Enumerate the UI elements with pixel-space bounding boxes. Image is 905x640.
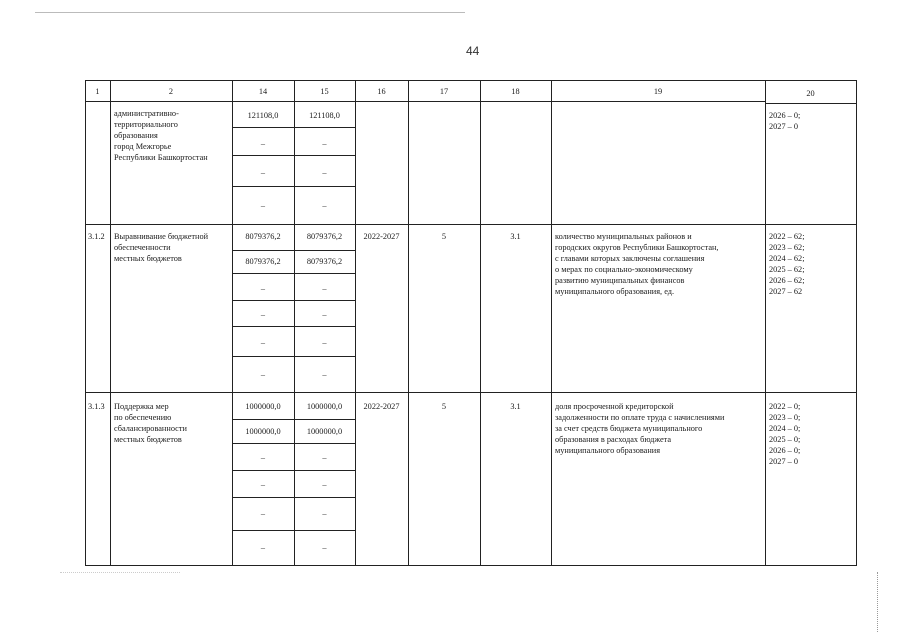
row-c-col14-value: 1000000,0 — [245, 427, 281, 436]
subrow-line — [232, 300, 355, 301]
header-cell: 14 — [258, 87, 268, 96]
row-a-col14-value: – — [260, 201, 266, 210]
header-bottom-line — [85, 101, 766, 102]
row-b-indicator: количество муниципальных районов и городских округов Республики Башкортостан, с главами которых заключены соглашения о мерах по социально-экономическому развитию муниципальных финансов муниципального образования, ед. — [555, 232, 719, 296]
header-cell: 16 — [377, 87, 386, 96]
row-a-col15-value: – — [322, 139, 327, 148]
header-cell: 19 — [653, 87, 663, 96]
row-c-col14-value: – — [260, 453, 266, 462]
row-b-col14-value: – — [260, 338, 266, 347]
row-c-period: 2022-2027 — [363, 402, 400, 411]
row-a-targets: 2026 – 0; 2027 – 0 — [769, 111, 801, 131]
row-separator — [85, 224, 857, 225]
col-divider — [294, 80, 295, 566]
row-c-col15-value: – — [322, 509, 327, 518]
subrow-line — [232, 356, 355, 357]
header-cell: 18 — [511, 87, 520, 96]
row-a-col15-value: – — [322, 168, 327, 177]
subrow-line — [232, 186, 355, 187]
row-b-col18: 3.1 — [510, 232, 521, 241]
scan-artifact — [60, 572, 180, 573]
row-c-col15-value: 1000000,0 — [306, 427, 343, 436]
row-b-period: 2022-2027 — [363, 232, 400, 241]
subrow-line — [232, 250, 355, 251]
header-cell: 20 — [806, 89, 815, 98]
row-b-col15-value: – — [322, 310, 327, 319]
scan-artifact — [877, 572, 879, 632]
row-c-col15-value: – — [322, 453, 327, 462]
row-c-col14-value: 1000000,0 — [245, 402, 281, 411]
col-divider — [480, 80, 481, 566]
subrow-line — [232, 443, 355, 444]
row-c-number: 3.1.3 — [88, 402, 105, 411]
row-c-indicator: доля просроченной кредиторской задолженности по оплате труда с начислениями за счет средств бюджета муниципального образования в расходах бюджета муниципального образования — [555, 402, 725, 455]
row-c-col17: 5 — [441, 402, 447, 411]
subrow-line — [232, 326, 355, 327]
row-c-col14-value: – — [260, 509, 266, 518]
table-border-left — [85, 80, 86, 566]
page-number: 44 — [466, 44, 480, 58]
row-b-number: 3.1.2 — [88, 232, 105, 241]
row-a-col14-value: 121108,0 — [247, 111, 279, 120]
subrow-line — [232, 127, 355, 128]
subrow-line — [232, 155, 355, 156]
header-bottom-line — [765, 103, 857, 104]
row-c-col15-value: – — [322, 480, 327, 489]
row-c-description: Поддержка мер по обеспечению сбалансированности местных бюджетов — [114, 402, 187, 444]
row-separator — [85, 392, 857, 393]
subrow-line — [232, 530, 355, 531]
row-c-col14-value: – — [260, 543, 266, 552]
row-b-col14-value: 8079376,2 — [245, 257, 281, 266]
col-divider — [355, 80, 356, 566]
col-divider — [110, 80, 111, 566]
row-b-description: Выравнивание бюджетной обеспеченности местных бюджетов — [114, 232, 209, 263]
header-rule — [35, 12, 465, 13]
header-cell: 2 — [168, 87, 174, 96]
header-cell: 17 — [439, 87, 449, 96]
row-b-col17: 5 — [441, 232, 447, 241]
subrow-line — [232, 273, 355, 274]
row-c-col18: 3.1 — [510, 402, 521, 411]
row-b-col14-value: 8079376,2 — [245, 232, 281, 241]
subrow-line — [232, 497, 355, 498]
col-divider — [232, 80, 233, 566]
row-c-col14-value: – — [260, 480, 266, 489]
row-c-col15-value: – — [322, 543, 327, 552]
row-a-description: административно- территориального образования город Межгорье Республики Башкортостан — [114, 109, 208, 162]
row-b-targets: 2022 – 62; 2023 – 62; 2024 – 62; 2025 – 62; 2026 – 62; 2027 – 62 — [769, 232, 805, 296]
header-cell: 15 — [320, 87, 329, 96]
row-c-targets: 2022 – 0; 2023 – 0; 2024 – 0; 2025 – 0; 2026 – 0; 2027 – 0 — [769, 402, 801, 466]
table-border-right — [856, 80, 857, 566]
row-a-col15-value: 121108,0 — [309, 111, 340, 120]
table-border-bottom — [85, 565, 857, 566]
row-a-col14-value: – — [260, 139, 266, 148]
subrow-line — [232, 419, 355, 420]
row-b-col14-value: – — [260, 310, 266, 319]
header-cell: 1 — [95, 87, 100, 96]
subrow-line — [232, 470, 355, 471]
col-divider — [408, 80, 409, 566]
row-b-col15-value: – — [322, 338, 327, 347]
row-b-col15-value: 8079376,2 — [306, 257, 343, 266]
row-b-col14-value: – — [260, 284, 266, 293]
row-b-col15-value: – — [322, 370, 327, 379]
col-divider — [551, 80, 552, 566]
row-b-col14-value: – — [260, 370, 266, 379]
row-c-col15-value: 1000000,0 — [306, 402, 343, 411]
row-b-col15-value: 8079376,2 — [306, 232, 343, 241]
row-a-col14-value: – — [260, 168, 266, 177]
row-b-col15-value: – — [322, 284, 327, 293]
row-a-col15-value: – — [322, 201, 327, 210]
table-border-top — [85, 80, 857, 81]
col-divider — [765, 80, 766, 566]
